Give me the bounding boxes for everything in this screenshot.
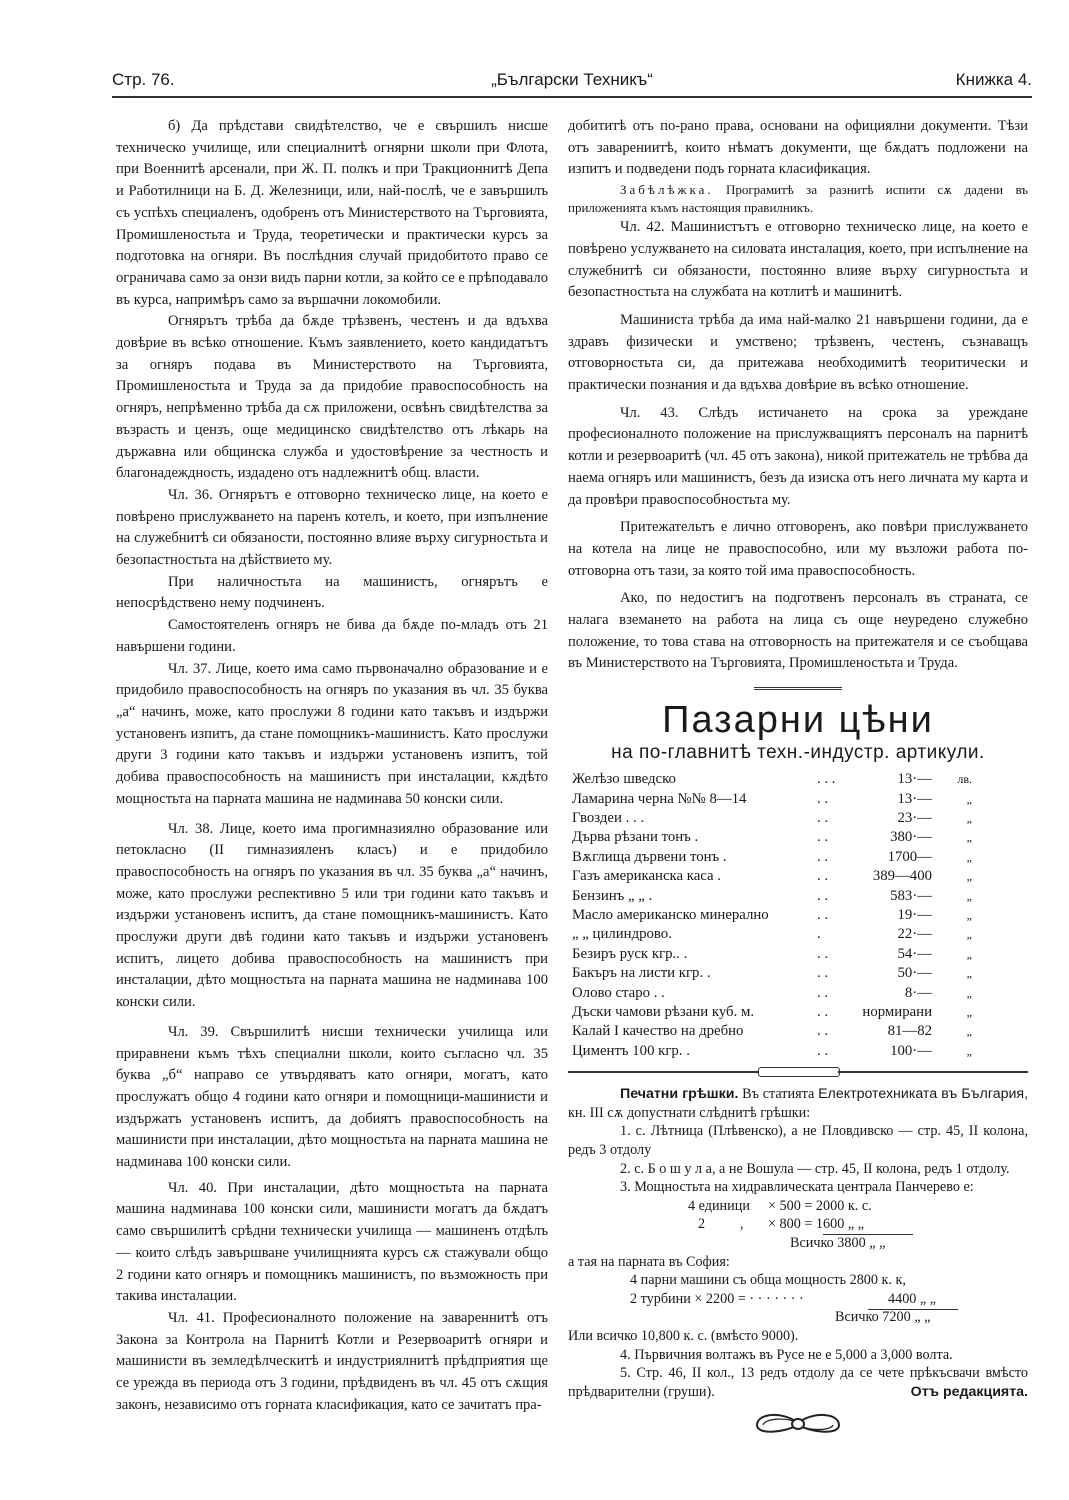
calc-text: 4 единици: [688, 1197, 750, 1214]
bow-ornament-icon: [753, 1411, 843, 1439]
section-divider: [754, 687, 842, 690]
calc-text: 4 парни машини съ обща мощность 2800 к. к,: [630, 1272, 906, 1289]
right-column: [568, 116, 1028, 1439]
price-unit: „: [966, 908, 972, 923]
paragraph-article-39: Чл. 39. Свършилитѣ нисши технически училища или приравнени къмъ тѣхъ специални школи, които съгласно чл. 35 буква „б“ направо се утвърдяватъ като огняри, могатъ, като прослужатъ общо 4 години като огняри и помощници-машинисти и издържатъ установенъ испитъ, да добиятъ правоспособность на машинисти при инсталации, дѣто мощностьта на парната машина не надминава 100 конски сили.: [116, 1023, 548, 1171]
paragraph: При наличностьта на машинистъ, огнярътъ е непосрѣдствено нему подчиненъ.: [116, 573, 548, 612]
price-unit: „: [966, 869, 972, 884]
errata-intro-rest: кн. III сѫ допустнати слѣднитѣ грѣшки:: [568, 1104, 811, 1121]
price-value: 8·—: [904, 984, 932, 1001]
price-row: [572, 809, 972, 828]
price-item: Дърва рѣзани тонъ .: [572, 829, 699, 846]
price-row: [572, 906, 972, 925]
calc-text: × 500 = 2000 к. с.: [768, 1197, 872, 1214]
price-unit: „: [966, 849, 972, 864]
prices-title: Пазарни цѣни: [662, 699, 934, 742]
price-item: Масло американско минерално: [572, 907, 769, 924]
paragraph: б) Да прѣдстави свидѣтелство, че е свършилъ нисше техническо училище, или специалнитѣ огнярни школи при Флота, при Военнитѣ арсенали, при Ж. П. полкъ и при Тракционнитѣ Депа и Работилници на Б. Д. Железници, или, най-послѣ, че е завършилъ съ успѣхъ специаленъ, одобренъ отъ Министерството на Търговията, Промишленостьта и Труда, теоретически и практически курсъ за подготовка на огняри. Въ послѣдния случай придобитото право се ограничава само за онзи видъ парни котли, за който се е прѣподавало въ курса, напримѣръ само за вършачни локомобили.: [116, 118, 548, 308]
note-label: Забѣлѣжка.: [620, 182, 714, 198]
errata-item-text: 5. Стр. 46, II кол., 13 редъ отдолу да се чете прѣкъсвачи вмѣсто прѣдварителни (груши).: [568, 1365, 1028, 1400]
page-header: [112, 68, 1032, 96]
price-unit: „: [966, 1024, 972, 1039]
leader-dots: . . .: [817, 771, 836, 788]
paragraph-article-36: Чл. 36. Огнярътъ е отговорно техническо лице, на което е повѣрено прислужването на паренъ котелъ, и което, при изпълнение на служебнитѣ си обязаности, постоянно влияе върху сигурностьта и безопастностьта на дѣйствието му.: [116, 486, 548, 569]
errata-article: Електротехниката въ България,: [818, 1086, 1029, 1103]
price-value: 389—400: [872, 868, 932, 885]
ornamental-divider: [568, 1067, 1028, 1077]
calc-total: Всичко 7200 „ „: [835, 1309, 931, 1326]
calculation-block: [568, 1197, 1028, 1253]
price-item: Дъски чамови рѣзани куб. м.: [572, 1004, 755, 1021]
paragraph: Ако, по недостигъ на подготвенъ персоналъ въ страната, се налага вземането на работа на лица съ още неуредено служебно положение, то това става на отговорность на притежателя и се съобщава въ Министерството на Търговията, Промишленостьта и Труда.: [568, 590, 1028, 672]
errata-item: 1. с. Лѣтница (Плѣвенско), а не Пловдивско — стр. 45, II колона, редъ 3 отдолу: [568, 1123, 1028, 1159]
leader-dots: . .: [817, 790, 829, 807]
paragraph-article-37: Чл. 37. Лице, което има само първоначално образование и е придобило правоспособность на огняръ по указания въ чл. 35 буква „а“ начинъ, може, като прослужи 8 години като такъвъ и издържи установенъ изпитъ, да стане помощникъ-машинистъ. Като прослужи други 3 години като такъвъ и издържи установенъ изпитъ, той добива правоспособность на машинистъ при инсталации, кѫдѣто мощностьта на парната машина не надминава 50 конски сили.: [116, 660, 548, 807]
price-row: [572, 770, 972, 789]
errata-section: [568, 1085, 1028, 1439]
paragraph-article-43: Чл. 43. Слѣдъ истичането на срока за уреждане професионалното положение на прислужващиятъ персоналъ на парнитѣ котли и резервоаритѣ (чл. 45 отъ закона), никой притежатель не трѣбва да наема огняръ или машинистъ, безъ да изиска отъ него личната му карта и да провѣри правоспособностьта му.: [568, 404, 1028, 508]
price-unit: „: [966, 927, 972, 942]
journal-title: „Български Техникъ“: [491, 70, 653, 89]
leader-dots: . .: [817, 887, 829, 904]
price-value: 22·—: [897, 926, 932, 943]
calc-text: × 800 = 1600 „ „: [768, 1216, 864, 1233]
calc-total: Всичко 3800 „ „: [790, 1235, 886, 1252]
price-row: [572, 945, 972, 964]
calc-text: 2: [698, 1216, 706, 1233]
price-unit: „: [966, 888, 972, 903]
errata-text: а тая на парната въ София:: [568, 1253, 730, 1270]
errata-item: 3. Мощностьта на хидравлическата централа Панчерево е:: [620, 1179, 974, 1196]
ornament: [758, 1067, 840, 1077]
price-row: [572, 1042, 972, 1061]
price-table: [572, 770, 972, 1061]
header-rule: [112, 96, 1032, 98]
price-value: 100·—: [890, 1042, 932, 1059]
price-item: Вѫглища дървени тонъ .: [572, 848, 727, 865]
prices-subtitle: на по-главнитѣ техн.-индустр. артикули.: [611, 742, 985, 764]
paragraph-article-38: Чл. 38. Лице, което има прогимназиялно образование или петокласно (II гимназияленъ класъ) и е придобило правоспособность на огняръ по указания въ чл. 35 буква „а“ начинъ, може, като прослужи респективно 5 или три години като такъвъ и издържи установенъ испитъ, да стане помощникъ-машинистъ. Като прослужи други двѣ години като такъвъ и издържи установенъ испитъ, лицето добива правоспособность на машинистъ при инсталации, дѣто мощностьта на парната машина не надминава 100 конски сили.: [116, 820, 548, 1011]
price-row: [572, 964, 972, 983]
leader-dots: . .: [817, 1042, 829, 1059]
price-value: 54·—: [897, 945, 932, 962]
leader-dots: . .: [817, 984, 829, 1001]
errata-heading: Печатни грѣшки.: [620, 1086, 739, 1103]
price-value: 19·—: [897, 907, 932, 924]
price-row: [572, 1003, 972, 1022]
errata-item: 4. Първичния волтажъ въ Русе не е 5,000 а 3,000 волта.: [620, 1346, 953, 1363]
price-item: Желѣзо шведско: [572, 771, 676, 788]
leader-dots: .: [817, 926, 821, 943]
calc-text: 2 турбини × 2200 = · · · · · · ·: [630, 1290, 804, 1307]
note: [568, 181, 1028, 217]
leader-dots: . .: [817, 829, 829, 846]
price-item: Олово старо . .: [572, 984, 665, 1001]
price-row: [572, 1022, 972, 1041]
page-number: Стр. 76.: [112, 70, 175, 89]
editorial-signature: Отъ редакцията.: [910, 1383, 1028, 1400]
note-text: Програмитѣ за разнитѣ испити сѫ дадени въ приложенията къмъ настоящия правилникъ.: [568, 182, 1028, 216]
price-item: Калай I качество на дребно: [572, 1023, 744, 1040]
calc-text: 4400 „ „: [888, 1290, 937, 1307]
price-unit: „: [966, 946, 972, 961]
price-value: 583·—: [890, 887, 932, 904]
price-item: Бакъръ на листи кгр. .: [572, 965, 711, 982]
price-row: [572, 925, 972, 944]
errata-item: [568, 1364, 1028, 1401]
price-item: Безиръ руск кгр.. .: [572, 945, 688, 962]
paragraph-continued: добититѣ отъ по-рано права, основани на официялни документи. Тѣзи отъ заварениитѣ, които нѣматъ документи, ще бѫдатъ подложени на изпитъ и подведени подъ горната класификация.: [568, 118, 1028, 178]
errata-intro: Въ статията: [742, 1086, 815, 1103]
price-value: нормирани: [862, 1004, 932, 1021]
price-item: Циментъ 100 кгр. .: [572, 1042, 690, 1059]
price-value: 81—82: [887, 1023, 932, 1040]
errata-text: Или всичко 10,800 к. с. (вмѣсто 9000).: [568, 1327, 799, 1344]
leader-dots: . .: [817, 809, 829, 826]
paragraph: Машиниста трѣба да има най-малко 21 навършени години, да е здравъ физически и умствено; трѣзвенъ, честенъ, съзнаващъ отговорностьта си, да притежава необходимитѣ теоритически и практически познания и да вдъхва довѣрие въ всѣко отношение.: [568, 311, 1028, 394]
leader-dots: . .: [817, 945, 829, 962]
price-row: [572, 848, 972, 867]
price-unit: „: [966, 985, 972, 1000]
price-unit: „: [966, 830, 972, 845]
paragraph: Притежательтъ е лично отговоренъ, ако повѣри прислужването на котела на лице не правоспособно, или му възложи работа по-отговорна отъ тази, за която той има правоспособность.: [568, 519, 1028, 579]
paragraph-article-42: Чл. 42. Машинистътъ е отговорно техническо лице, на което е повѣрено услужването на силовата инсталация, което, при испълнение на служебнитѣ си обязаности, постоянно влияе върху сигурностьта и безопастностьта на службата на котлитѣ и машинитѣ.: [568, 219, 1028, 301]
price-unit: „: [966, 791, 972, 806]
price-value: 23·—: [897, 809, 932, 826]
leader-dots: . .: [817, 1004, 829, 1021]
price-value: 50·—: [897, 965, 932, 982]
leader-dots: . .: [817, 848, 829, 865]
price-unit: „: [966, 966, 972, 981]
price-unit: „: [966, 810, 972, 825]
price-row: [572, 984, 972, 1003]
issue-number: Книжка 4.: [955, 70, 1032, 89]
leader-dots: . .: [817, 1023, 829, 1040]
paragraph: Огнярътъ трѣба да бѫде трѣзвенъ, честенъ и да вдъхва довѣрие въ всѣко отношение. Къмъ заявлението, което кандидатътъ за огняръ подава въ Министерството на Търговията, Промишленостьта и Труда за да придобие правоспособность на огняръ, непрѣменно трѣба да сѫ приложени, освѣнъ свидѣтелства за възрасть и цензъ, още медицинско свидѣтелство отъ лѣкарь на държавна или общинска служба и удостовѣрение за честность и благонадеждность, издадено отъ надлежнитѣ общ. власти.: [116, 313, 548, 482]
left-column: [116, 116, 548, 1416]
price-value: 13·—: [897, 771, 932, 788]
price-row: [572, 828, 972, 847]
price-value: 1700—: [887, 848, 932, 865]
price-unit: „: [966, 1005, 972, 1020]
price-row: [572, 887, 972, 906]
leader-dots: . .: [817, 907, 829, 924]
errata-item: 2. с. Б о ш у л а, а не Вошула — стр. 45, II колона, редъ 1 отдолу.: [620, 1160, 1010, 1177]
paragraph-article-40: Чл. 40. При инсталации, дѣто мощностьта на парната машина надминава 100 конски сили, машинисти могатъ да бѫдатъ само свършилитѣ срѣдни технически училища — машиненъ отдѣлъ — които слѣдъ завършване училищнията курсъ сѫ стажували общо 2 години като огняръ и помощникъ машинистъ, по възможность при такива инсталации.: [116, 1179, 548, 1305]
price-item: „ „ цилиндрово.: [572, 926, 672, 943]
price-value: 380·—: [890, 829, 932, 846]
calc-text: ,: [740, 1216, 744, 1233]
price-unit: лв.: [957, 772, 972, 787]
price-value: 13·—: [897, 790, 932, 807]
calculation-block: [568, 1271, 1028, 1327]
price-item: Бензинъ „ „ .: [572, 887, 653, 904]
paragraph-article-41: Чл. 41. Професионалното положение на завареннитѣ отъ Закона за Контрола на Парнитѣ Котли и Резервоаритѣ огняри и машинисти въ земледѣлческитѣ и индустриялнитѣ прѣдприятия ще се урежда въ периода отъ 3 години, прѣдвиденъ въ чл. 45 отъ сѫщия законъ, независимо отъ горната класификация, като се зачитатъ пра-: [116, 1309, 548, 1413]
paragraph: Самостоятеленъ огняръ не бива да бѫде по-младъ отъ 21 навършени години.: [116, 617, 548, 655]
leader-dots: . .: [817, 868, 829, 885]
price-row: [572, 867, 972, 886]
price-item: Гвоздеи . . .: [572, 809, 645, 826]
price-row: [572, 790, 972, 809]
price-unit: „: [966, 1043, 972, 1058]
price-item: Ламарина черна №№ 8—14: [572, 790, 747, 807]
price-item: Газъ американска каса .: [572, 868, 722, 885]
leader-dots: . .: [817, 965, 829, 982]
